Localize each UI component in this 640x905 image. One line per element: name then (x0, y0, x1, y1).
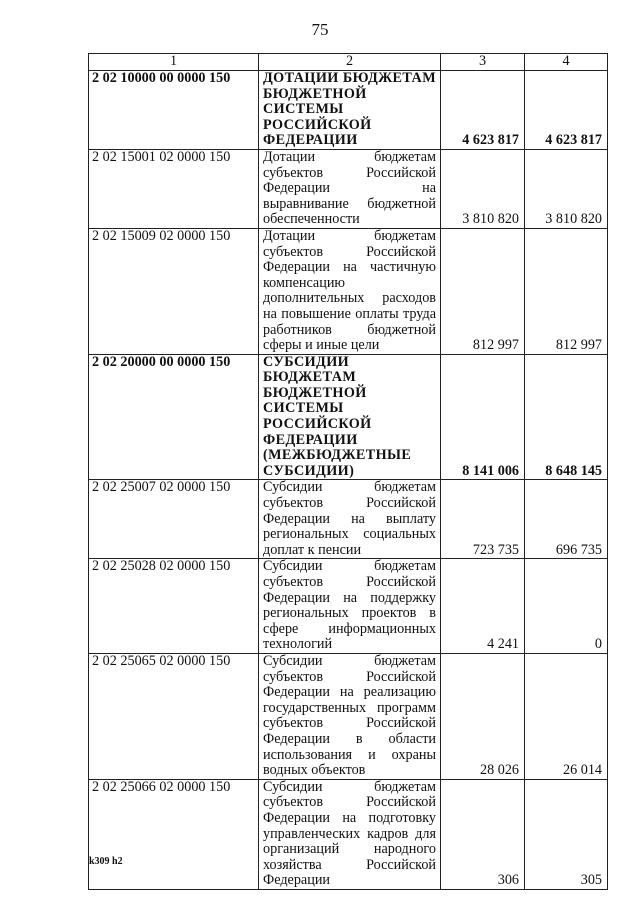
row-code: 2 02 10000 00 0000 150 (89, 71, 259, 150)
row-code: 2 02 25065 02 0000 150 (89, 653, 259, 779)
row-value-col3: 8 141 006 (441, 354, 525, 480)
row-code: 2 02 25028 02 0000 150 (89, 559, 259, 654)
row-value-col3: 723 735 (441, 480, 525, 559)
row-value-col4: 8 648 145 (525, 354, 608, 480)
row-code: 2 02 25007 02 0000 150 (89, 480, 259, 559)
row-code: 2 02 15009 02 0000 150 (89, 228, 259, 354)
row-value-col4: 26 014 (525, 653, 608, 779)
table-row (89, 149, 608, 228)
row-value-col3: 28 026 (441, 653, 525, 779)
table-row (89, 559, 608, 654)
row-name: Субсидии бюджетам субъектов Российской Федерации на выплату региональных социальных доплат к пенсии (259, 480, 441, 559)
column-header: 3 (441, 54, 525, 71)
column-header: 4 (525, 54, 608, 71)
row-value-col3: 306 (441, 779, 525, 889)
row-name: СУБСИДИИ БЮДЖЕТАМ БЮДЖЕТНОЙ СИСТЕМЫ РОССИЙСКОЙ ФЕДЕРАЦИИ (МЕЖБЮДЖЕТНЫЕ СУБСИДИИ) (259, 354, 441, 480)
row-value-col3: 4 241 (441, 559, 525, 654)
column-header: 1 (89, 54, 259, 71)
row-name: Субсидии бюджетам субъектов Российской Федерации на подготовку управленческих кадров для организаций народного хозяйства Российской Федерации (259, 779, 441, 889)
table-row (89, 71, 608, 150)
row-name: Дотации бюджетам субъектов Российской Федерации на выравнивание бюджетной обеспеченности (259, 149, 441, 228)
table-row (89, 354, 608, 480)
budget-table (88, 53, 608, 890)
row-code: 2 02 15001 02 0000 150 (89, 149, 259, 228)
row-value-col3: 3 810 820 (441, 149, 525, 228)
row-value-col4: 0 (525, 559, 608, 654)
row-value-col3: 812 997 (441, 228, 525, 354)
page-number: 75 (311, 20, 329, 39)
table-row (89, 779, 608, 889)
row-value-col4: 812 997 (525, 228, 608, 354)
table-row (89, 653, 608, 779)
row-value-col4: 696 735 (525, 480, 608, 559)
row-name: Субсидии бюджетам субъектов Российской Федерации на реализацию государственных программ субъектов Российской Федерации в области использования и охраны водных объектов (259, 653, 441, 779)
table-row (89, 228, 608, 354)
row-name: Субсидии бюджетам субъектов Российской Федерации на поддержку региональных проектов в сфере информационных технологий (259, 559, 441, 654)
row-name: ДОТАЦИИ БЮДЖЕТАМ БЮДЖЕТНОЙ СИСТЕМЫ РОССИЙСКОЙ ФЕДЕРАЦИИ (259, 71, 441, 150)
row-value-col4: 3 810 820 (525, 149, 608, 228)
row-code: 2 02 20000 00 0000 150 (89, 354, 259, 480)
table-row (89, 480, 608, 559)
document-code: k309 h2 (89, 856, 123, 867)
table-header-row (89, 54, 608, 71)
row-value-col4: 4 623 817 (525, 71, 608, 150)
row-name: Дотации бюджетам субъектов Российской Федерации на частичную компенсацию дополнительных расходов на повышение оплаты труда работников бюджетной сферы и иные цели (259, 228, 441, 354)
row-value-col3: 4 623 817 (441, 71, 525, 150)
row-value-col4: 305 (525, 779, 608, 889)
row-code: 2 02 25066 02 0000 150 (89, 779, 259, 889)
column-header: 2 (259, 54, 441, 71)
